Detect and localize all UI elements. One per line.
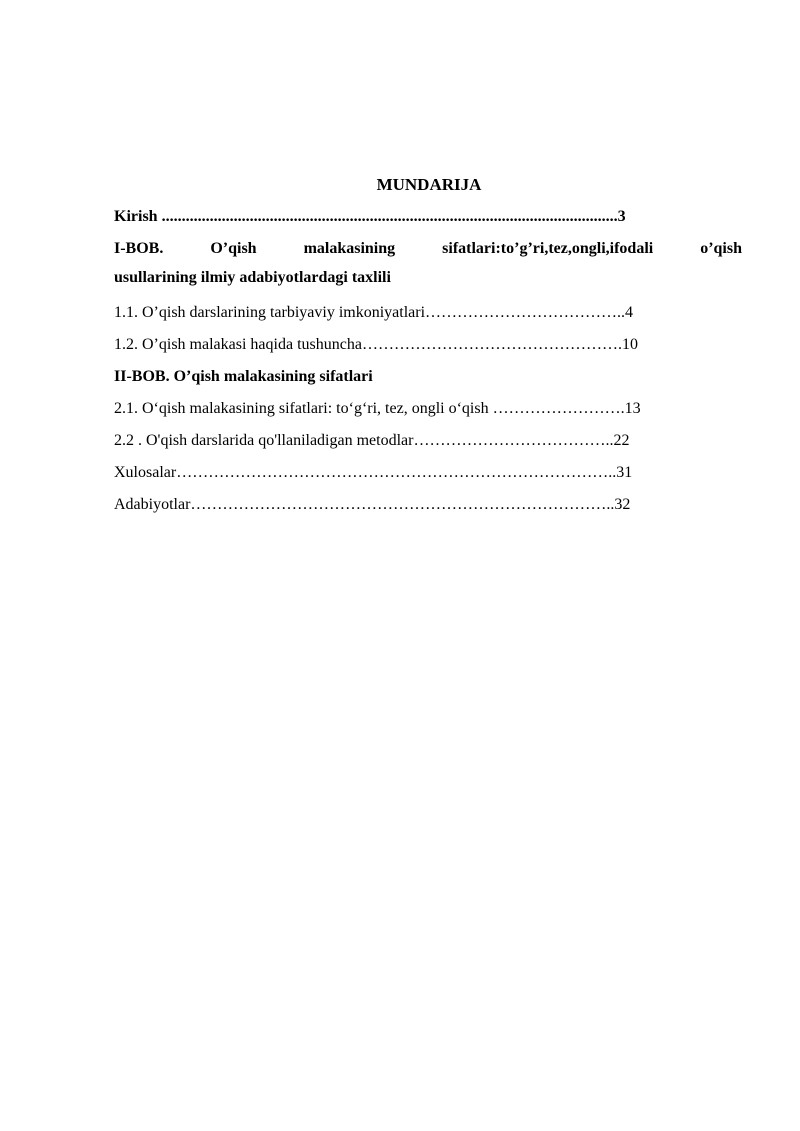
toc-entry-1-1: 1.1. O’qish darslarining tarbiyaviy imkoniyatlari………………………………..4: [114, 304, 634, 321]
toc-chapter-2-heading: II-BOB. O’qish malakasining sifatlari: [114, 368, 373, 385]
chapter-1-word: sifatlari:to’g’ri,tez,ongli,ifodali: [442, 240, 654, 257]
chapter-1-heading-line-1: [114, 239, 742, 259]
toc-entry-adabiyotlar: Adabiyotlar……………………………………………………………………..32: [114, 496, 631, 513]
chapter-1-heading-line-2: usullarining ilmiy adabiyotlardagi taxlili: [114, 269, 391, 286]
chapter-1-word: I-BOB.: [114, 240, 164, 257]
toc-title: MUNDARIJA: [376, 175, 482, 194]
toc-entry-kirish: Kirish ..................................................................................................................3: [114, 208, 626, 225]
toc-entry-xulosalar: Xulosalar………………………………………………………………………..31: [114, 464, 633, 481]
chapter-1-word: malakasining: [303, 240, 396, 257]
toc-chapter-1-heading: [114, 239, 742, 288]
chapter-1-word: O’qish: [210, 240, 257, 257]
toc-entry-2-1: 2.1. O‘qish malakasining sifatlari: to‘g‘ri, tez, ongli o‘qish …………………….13: [114, 400, 641, 417]
toc-entry-2-2: 2.2 . O'qish darslarida qo'llaniladigan metodlar………………………………..22: [114, 432, 630, 449]
chapter-1-word: o’qish: [700, 240, 742, 257]
toc-entry-1-2: 1.2. O’qish malakasi haqida tushuncha………………………………………….10: [114, 336, 638, 353]
